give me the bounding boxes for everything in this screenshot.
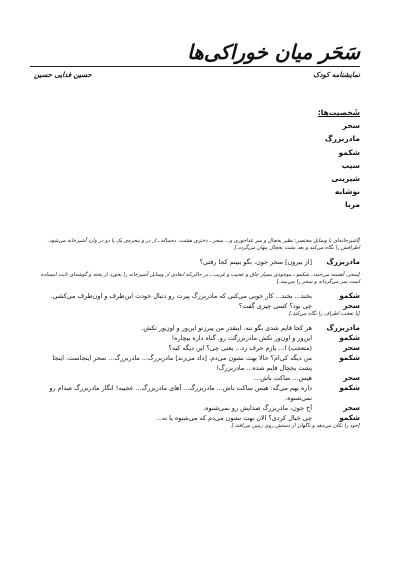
dialogue-line: [38, 333, 360, 343]
dialogue-text: (متعجب) ا... یازم حرف زد... یعنی چی؟ این دیگه کیه؟: [168, 344, 312, 352]
character-item: سحر: [342, 121, 360, 131]
dialogue-line: [38, 353, 360, 373]
speaker-name: مادربزرگ: [326, 323, 360, 332]
dialogue-line: [38, 413, 360, 423]
character-item: شیرینی: [331, 174, 360, 184]
dialogue-line: [38, 257, 360, 267]
dialogue-line: [38, 323, 360, 333]
character-item: مادربزرگ: [324, 134, 360, 144]
dialogue-text: آخ جون، مادربزرگ صدایش رو نمی‌شنوه.: [203, 404, 312, 412]
author-name: حسین فدایی حسین: [34, 71, 92, 79]
dialogue-text: چی بود؟ کسی چیزی گفت؟: [238, 302, 312, 310]
script-body: [38, 238, 360, 430]
dialogue-line: [38, 403, 360, 413]
speaker-name: شکمو: [339, 353, 360, 362]
character-item: شکمو: [338, 147, 360, 157]
dialogue-text: [از بیرون] سحر جون، بگو ببینم کجا رفتی؟: [199, 258, 312, 266]
dialogue-line: [38, 383, 360, 403]
stage-direction: [خود را تکان می‌دهد و ناگهان از دستش روی زمین می‌افتد.]: [231, 423, 360, 429]
stage-direction: [آشپزخانه‌ای با وسایل مختصر: نظیر یخچال و میز غذاخوری و... سحر ـ دختری هشت، ده‌ساله ـ از در و پنجره‌ی یک یا دو در وارد آشپزخانه می‌شود. اطرافش را نگاه می‌کند و بعد بشت یخچال پنهان می‌گردد.]: [47, 238, 360, 251]
speaker-name: شکمو: [339, 413, 360, 422]
characters-list: [318, 106, 360, 212]
characters-heading: شَخصیت‌ها:: [317, 108, 360, 117]
dialogue-line: [38, 291, 360, 301]
speaker-name: مادربزرگ: [326, 257, 360, 266]
dialogue-text: من دیگه کی‌ام؟ حالا بهت نشون می‌دم. [داد می‌زند] مادربزرگ... مادربزرگ... سحر اینجاست. اینجا پشت یخچال قایم شده... مادربزرگ!: [52, 354, 312, 372]
character-item: سیب: [341, 160, 360, 170]
dialogue-line: [38, 343, 360, 353]
speaker-name: سحر: [343, 343, 360, 352]
stage-direction: [سحر، آهسته می‌خندد. شکمو ـ موجودی بسیار چاق و عجیب و غریب ـ در حالی‌که ابعادی از وسایل آشپزخانه را بخورد از پخته و گوشه‌ای ثابت ایستاده است سر می‌گرداند و سحر را می‌بیند.]: [40, 272, 360, 285]
dialogue-text: داره بهم می‌گه: هیس ساکت باش... مادربزرگ... آهای مادربزرگ... عجیبه! انگار مادربزرگ صدام رو نمی‌شنوه.: [49, 384, 312, 402]
dialogue-text: هیس... ساکت باش...: [254, 374, 312, 382]
play-title: سَحَر میان خوراکی‌ها: [187, 40, 360, 64]
speaker-name: سحر: [343, 403, 360, 412]
speaker-name: سحر: [343, 373, 360, 382]
speaker-name: سحر: [343, 301, 360, 310]
stage-direction: [با تعجب اطراف را نگاه می‌کند.]: [288, 311, 360, 317]
speaker-name: شکمو: [339, 291, 360, 300]
dialogue-line: [38, 301, 360, 311]
dialogue-text: این‌ور و اون‌ور نکش مادربزرگت رو. گناه داره بیچاره!: [171, 334, 312, 342]
title-divider: [30, 66, 360, 67]
speaker-name: شکمو: [339, 333, 360, 342]
dialogue-line: [38, 373, 360, 383]
dialogue-text: بخند... بخند... کار خوبی می‌کنی که مادربزرگ پیرت رو دنبال خودت این‌طرف و اون‌طرف می‌کشی.: [50, 292, 312, 300]
character-item: مربا: [345, 200, 360, 210]
dialogue-text: چی خیال کردی؟ الان بهت نشون می‌دم که می‌شنوه یا نه...: [155, 414, 312, 422]
dialogue-text: هر کجا قایم شدی بگو ننه. اینقدر من پیرزنو این‌ور و اون‌ور نکش.: [141, 324, 312, 332]
character-item: نوشابه: [334, 187, 360, 197]
speaker-name: شکمو: [339, 383, 360, 392]
play-subtitle: نمایشنامه کودک: [313, 71, 360, 79]
